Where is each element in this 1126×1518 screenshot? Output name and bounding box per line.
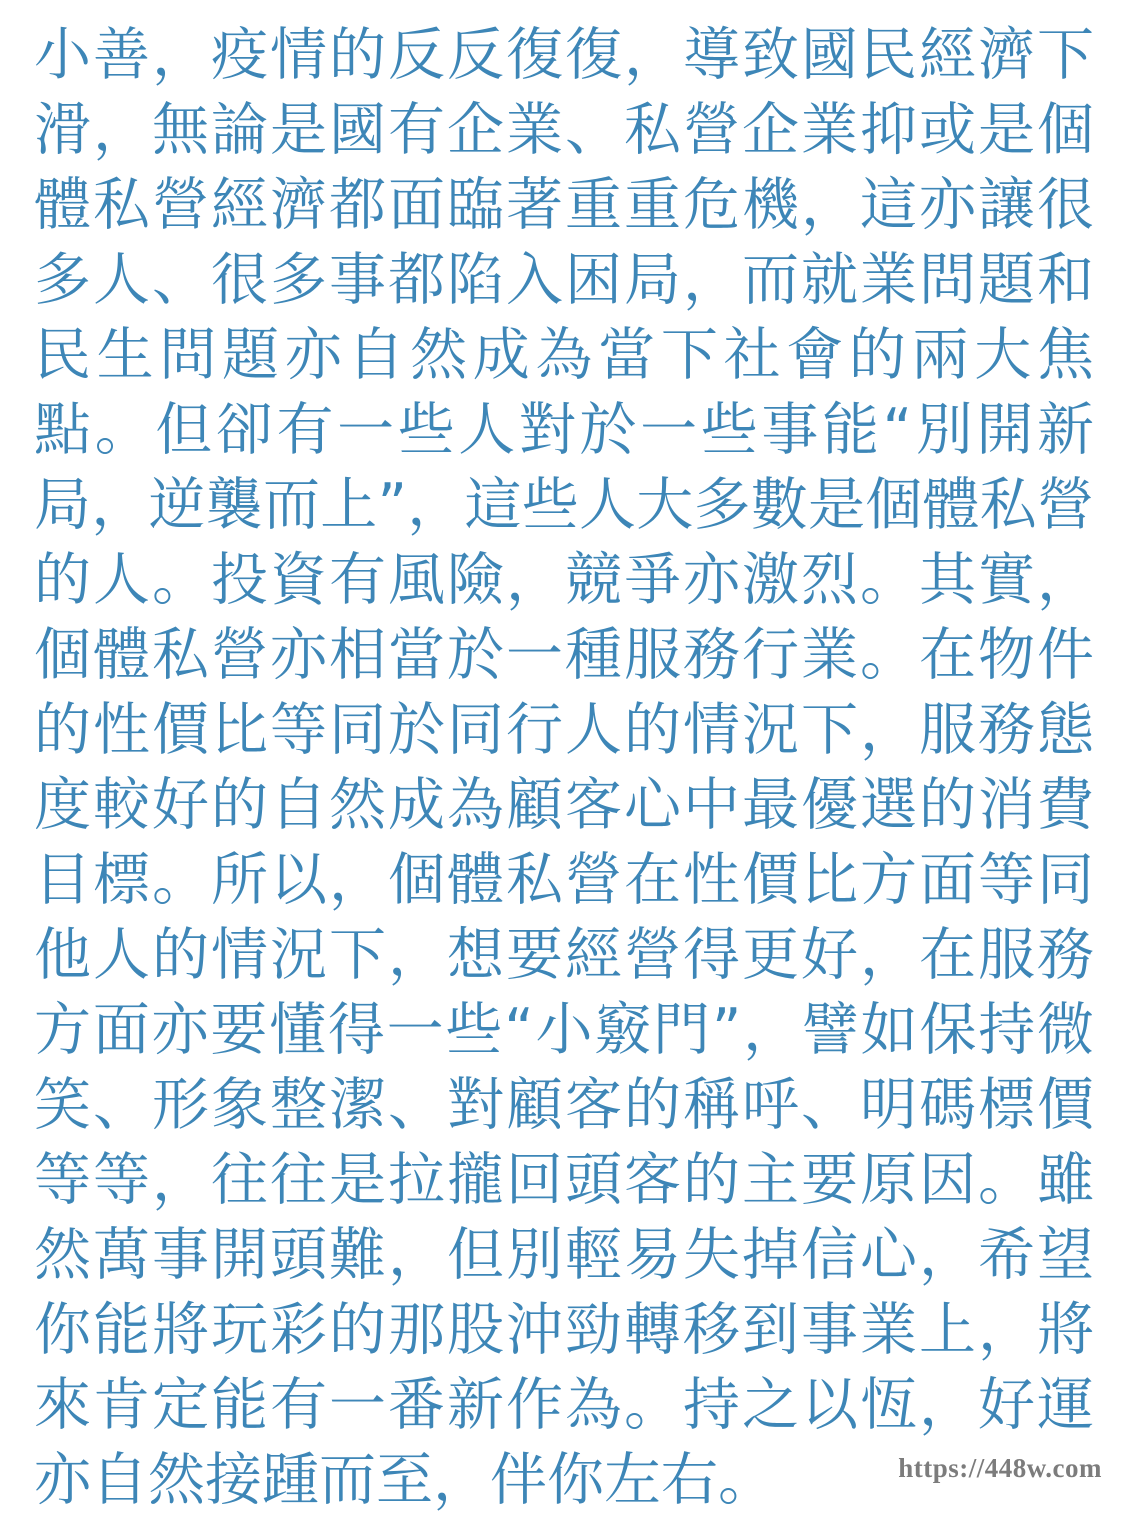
watermark-url: https://448w.com	[898, 1453, 1102, 1483]
article-body-text: 小善，疫情的反反復復，導致國民經濟下滑，無論是國有企業、私營企業抑或是個體私營經濟都面臨著重重危機，這亦讓很多人、很多事都陷入困局，而就業問題和民生問題亦自然成為當下社會的兩大焦點。但卻有一些人對於一些事能“別開新局，逆襲而上”，這些人大多數是個體私營的人。投資有風險，競爭亦激烈。其實，個體私營亦相當於一種服務行業。在物件的性價比等同於同行人的情況下，服務態度較好的自然成為顧客心中最優選的消費目標。所以，個體私營在性價比方面等同他人的情況下，想要經營得更好，在服務方面亦要懂得一些“小竅門”，譬如保持微笑、形象整潔、對顧客的稱呼、明碼標價等等，往往是拉攏回頭客的主要原因。雖然萬事開頭難，但別輕易失掉信心，希望你能將玩彩的那股沖勁轉移到事業上，將來肯定能有一番新作為。持之以恆，好運亦自然接踵而至，伴你左右。	[34, 22, 1094, 1513]
